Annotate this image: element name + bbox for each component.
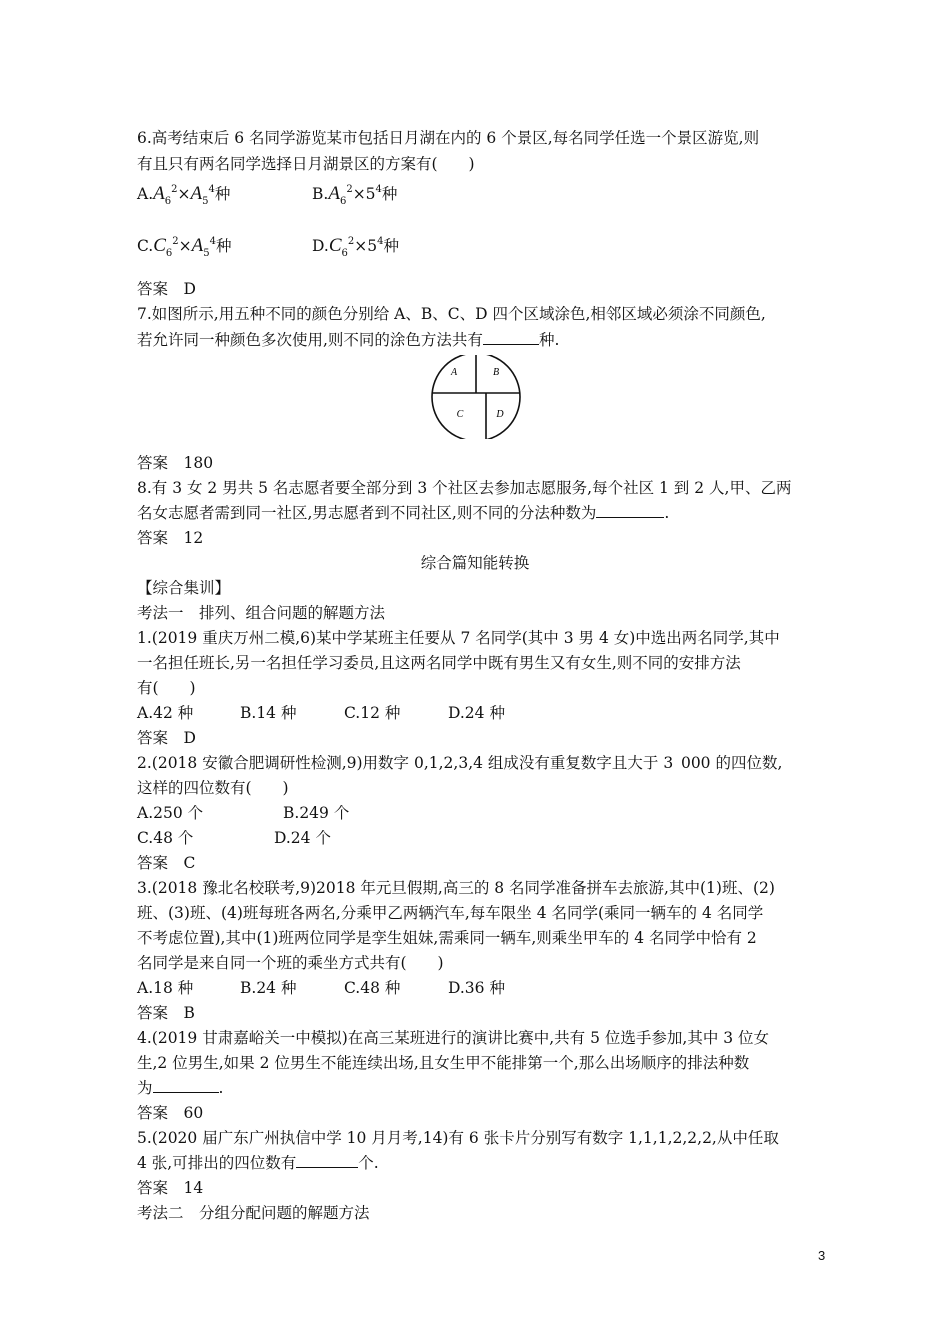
q6-option-c: $C.C_6^2\times A_5^4$种 [137, 235, 232, 259]
p2-option-a: A.250 个 [137, 804, 204, 822]
p5-answer: 答案 14 [137, 1179, 204, 1197]
p3-option-c: C.48 种 [344, 979, 401, 997]
p5-line-2: 4 张,可排出的四位数有 个. [137, 1154, 379, 1172]
q6-answer: 答案 D [137, 280, 196, 298]
p5-answer-blank[interactable] [296, 1153, 358, 1168]
p1-option-d: D.24 种 [448, 704, 505, 722]
region-b-label: B [492, 367, 500, 378]
q6-option-b: $B.A_6^2\times 5^4$种 [312, 183, 398, 207]
p3-line-2: 班、(3)班、(4)班每班各两名,分乘甲乙两辆汽车,每车限坐 4 名同学(乘同一辆车的 4 名同学 [137, 904, 764, 922]
q6-option-d: $D.C_6^2\times 5^4$种 [312, 235, 399, 259]
region-coloring-diagram [430, 355, 522, 439]
method-2-heading: 考法二 分组分配问题的解题方法 [137, 1204, 370, 1222]
q7-line-2: 若允许同一种颜色多次使用,则不同的涂色方法共有 种. [137, 331, 560, 349]
q7-answer: 答案 180 [137, 454, 214, 472]
region-d-label: D [496, 409, 504, 420]
q6-line-2: 有且只有两名同学选择日月湖景区的方案有( ) [137, 155, 475, 173]
p2-option-d: D.24 个 [274, 829, 331, 847]
p1-option-a: A.42 种 [137, 704, 194, 722]
q6-option-a: $A.A_6^2\times A_5^4$种 [137, 183, 231, 207]
p4-answer: 答案 60 [137, 1104, 204, 1122]
p3-option-b: B.24 种 [240, 979, 297, 997]
p2-answer: 答案 C [137, 854, 196, 872]
region-a-label: A [450, 367, 458, 378]
q8-answer: 答案 12 [137, 529, 204, 547]
q7-line-1: 7.如图所示,用五种不同的颜色分别给 A、B、C、D 四个区域涂色,相邻区域必须涂不同颜色, [137, 305, 766, 323]
p4-answer-blank[interactable] [153, 1078, 219, 1093]
p2-line-2: 这样的四位数有( ) [137, 779, 289, 797]
p3-option-a: A.18 种 [137, 979, 194, 997]
p2-option-b: B.249 个 [283, 804, 350, 822]
p5-line-1: 5.(2020 届广东广州执信中学 10 月月考,14)有 6 张卡片分别写有数字 1,1,1,2,2,2,从中任取 [137, 1129, 779, 1147]
p4-line-2: 生,2 位男生,如果 2 位男生不能连续出场,且女生甲不能排第一个,那么出场顺序的排法种数 [137, 1054, 750, 1072]
p3-option-d: D.36 种 [448, 979, 505, 997]
p4-line-1: 4.(2019 甘肃嘉峪关一中模拟)在高三某班进行的演讲比赛中,共有 5 位选手参加,其中 3 位女 [137, 1029, 770, 1047]
p1-line-2: 一名担任班长,另一名担任学习委员,且这两名同学中既有男生又有女生,则不同的安排方法 [137, 654, 741, 672]
p1-option-b: B.14 种 [240, 704, 297, 722]
p1-line-1: 1.(2019 重庆万州二模,6)某中学某班主任要从 7 名同学(其中 3 男 4 女)中选出两名同学,其中 [137, 629, 780, 647]
p3-line-4: 名同学是来自同一个班的乘坐方式共有( ) [137, 954, 444, 972]
p4-line-3: 为 . [137, 1079, 224, 1097]
p2-line-1: 2.(2018 安徽合肥调研性检测,9)用数字 0,1,2,3,4 组成没有重复数字且大于 3 000 的四位数, [137, 754, 783, 772]
p3-line-1: 3.(2018 豫北名校联考,9)2018 年元旦假期,高三的 8 名同学准备拼车去旅游,其中(1)班、(2) [137, 879, 775, 897]
q7-answer-blank[interactable] [483, 330, 539, 345]
section-title: 综合篇知能转换 [420, 554, 530, 572]
page-number: 3 [818, 1248, 826, 1263]
q8-answer-blank[interactable] [596, 503, 664, 518]
p1-line-3: 有( ) [137, 679, 196, 697]
q8-line-1: 8.有 3 女 2 男共 5 名志愿者要全部分到 3 个社区去参加志愿服务,每个社区 1 到 2 人,甲、乙两 [137, 479, 792, 497]
region-c-label: C [456, 409, 464, 420]
p3-line-3: 不考虑位置),其中(1)班两位同学是孪生姐妹,需乘同一辆车,则乘坐甲车的 4 名同学中恰有 2 [137, 929, 757, 947]
p1-answer: 答案 D [137, 729, 196, 747]
p3-answer: 答案 B [137, 1004, 195, 1022]
q8-line-2: 名女志愿者需到同一社区,男志愿者到不同社区,则不同的分法种数为 . [137, 504, 670, 522]
p2-option-c: C.48 个 [137, 829, 194, 847]
method-1-heading: 考法一 排列、组合问题的解题方法 [137, 604, 386, 622]
training-header: 【综合集训】 [137, 579, 231, 597]
p1-option-c: C.12 种 [344, 704, 401, 722]
q6-line-1: 6.高考结束后 6 名同学游览某市包括日月湖在内的 6 个景区,每名同学任选一个景区游览,则 [137, 129, 760, 147]
